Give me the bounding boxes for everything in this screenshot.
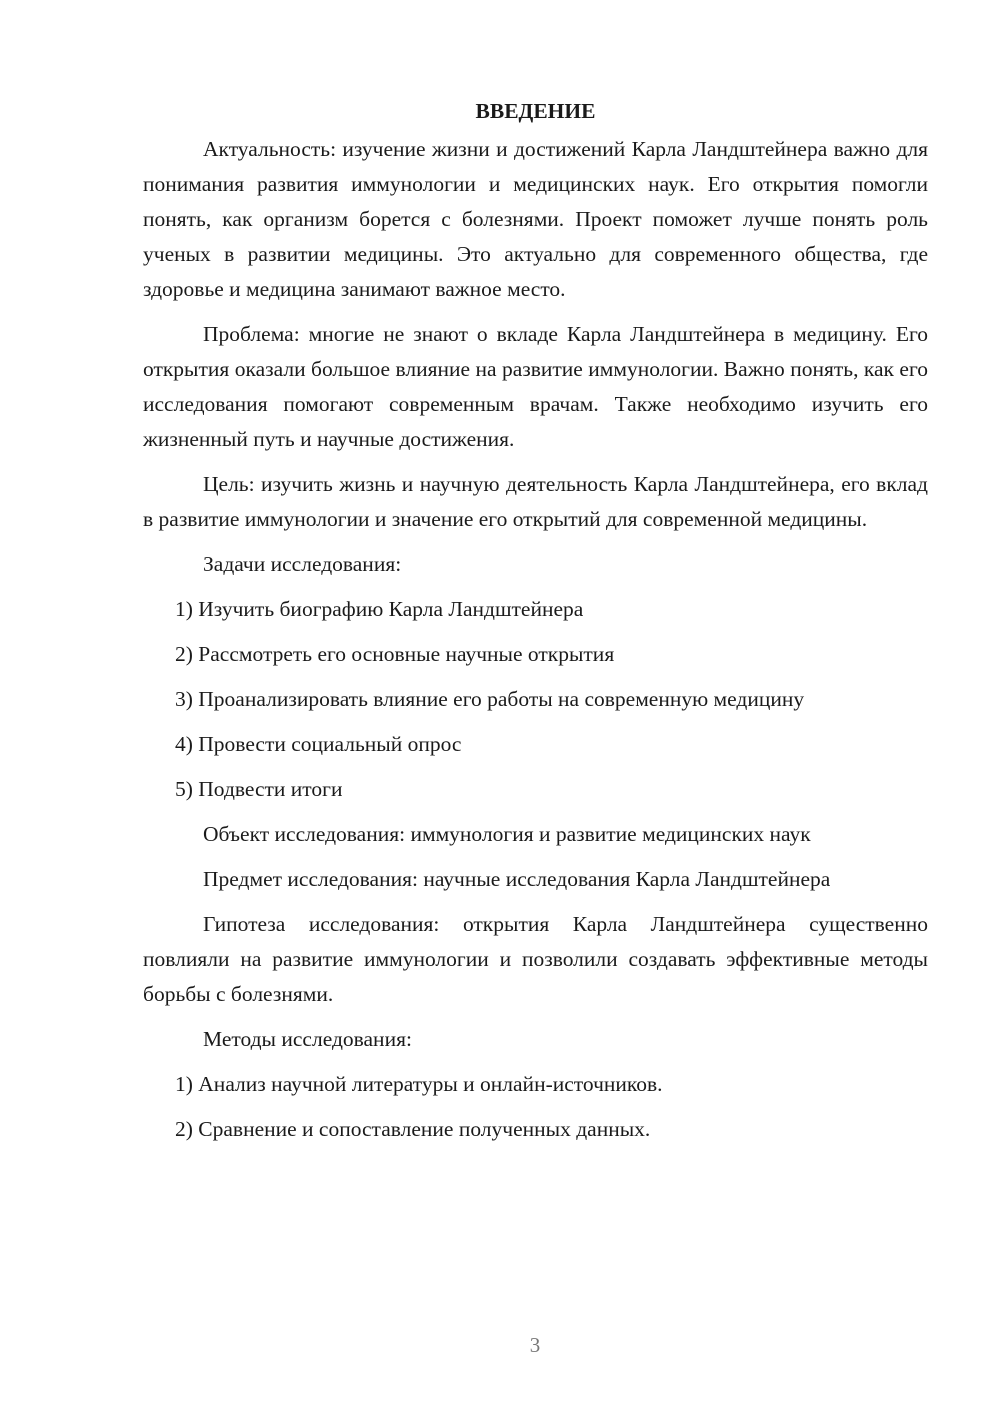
- relevance-paragraph: Актуальность: изучение жизни и достижений Карла Ландштейнера важно для понимания развития иммунологии и медицинских наук. Его открытия помогли понять, как организм борется с болезнями. Проект поможет лучше понять роль ученых в развитии медицины. Это актуально для современного общества, где здоровье и медицина занимают важное место.: [143, 137, 928, 301]
- tasks-title: Задачи исследования:: [203, 552, 402, 576]
- tasks-list: [143, 592, 928, 807]
- method-item: 1) Анализ научной литературы и онлайн-источников.: [175, 1072, 663, 1096]
- method-item: 2) Сравнение и сопоставление полученных данных.: [175, 1117, 651, 1141]
- object-paragraph: Объект исследования: иммунология и развитие медицинских наук: [203, 822, 811, 846]
- methods-title: Методы исследования:: [203, 1027, 412, 1051]
- methods-list: [143, 1067, 928, 1147]
- document-page: [143, 96, 928, 1157]
- page-number: 3: [529, 1333, 541, 1357]
- task-item: 2) Рассмотреть его основные научные открытия: [175, 642, 615, 666]
- task-item: 3) Проанализировать влияние его работы на современную медицину: [175, 687, 805, 711]
- hypothesis-paragraph: Гипотеза исследования: открытия Карла Ландштейнера существенно повлияли на развитие иммунологии и позволили создавать эффективные методы борьбы с болезнями.: [143, 912, 928, 1006]
- subject-paragraph: Предмет исследования: научные исследования Карла Ландштейнера: [203, 867, 831, 891]
- section-heading: ВВЕДЕНИЕ: [475, 99, 596, 123]
- task-item: 4) Провести социальный опрос: [175, 732, 462, 756]
- problem-paragraph: Проблема: многие не знают о вкладе Карла Ландштейнера в медицину. Его открытия оказали большое влияние на развитие иммунологии. Важно понять, как его исследования помогают современным врачам. Также необходимо изучить его жизненный путь и научные достижения.: [143, 322, 928, 451]
- task-item: 5) Подвести итоги: [175, 777, 343, 801]
- task-item: 1) Изучить биографию Карла Ландштейнера: [175, 597, 584, 621]
- goal-paragraph: Цель: изучить жизнь и научную деятельность Карла Ландштейнера, его вклад в развитие иммунологии и значение его открытий для современной медицины.: [143, 472, 928, 531]
